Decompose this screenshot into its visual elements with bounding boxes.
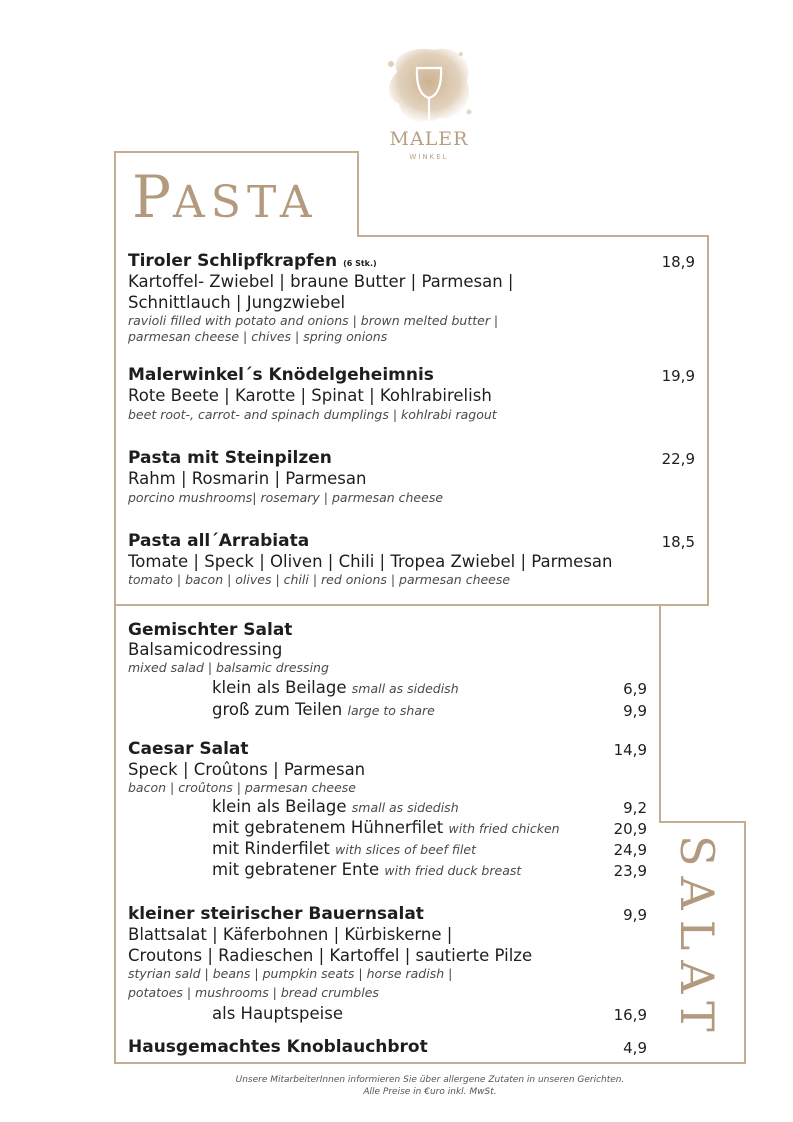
dish-option [212, 860, 521, 879]
dish-name: Pasta mit Steinpilzen [128, 448, 332, 468]
option-price: 6,9 [623, 680, 647, 698]
dish-price: 4,9 [623, 1039, 647, 1057]
dish-option [212, 700, 435, 719]
option-label: mit gebratener Ente [212, 860, 380, 879]
option-price: 20,9 [613, 820, 647, 838]
dish-english: parmesan cheese | chives | spring onions [128, 329, 388, 344]
option-price: 16,9 [613, 1006, 647, 1024]
dish-english: ravioli filled with potato and onions | brown melted butter | [128, 313, 499, 328]
dish-name [128, 251, 377, 271]
dish-description: Balsamicodressing [128, 640, 283, 659]
option-label: mit gebratenem Hühnerfilet [212, 818, 444, 837]
pasta-heading-rest: ASTA [173, 177, 318, 228]
option-price: 9,9 [623, 702, 647, 720]
option-english: small as sidedish [351, 681, 459, 696]
dish-price: 14,9 [613, 741, 647, 759]
pasta-heading [132, 163, 318, 237]
option-label: klein als Beilage [212, 797, 347, 816]
logo-subtitle: WINKEL [409, 153, 449, 161]
dish-name: kleiner steirischer Bauernsalat [128, 904, 424, 924]
dish-option [212, 839, 476, 858]
pasta-heading-initial: P [132, 163, 174, 231]
dish-name-text: Tiroler Schlipfkrapfen [128, 251, 338, 271]
dish-english: mixed salad | balsamic dressing [128, 660, 329, 675]
dish-english: tomato | bacon | olives | chili | red onions | parmesan cheese [128, 572, 511, 587]
wine-glass-splash-icon [379, 42, 479, 132]
dish-name: Pasta all´Arrabiata [128, 531, 310, 551]
option-label: groß zum Teilen [212, 700, 343, 719]
dish-name: Malerwinkel´s Knödelgeheimnis [128, 365, 434, 385]
option-price: 23,9 [613, 862, 647, 880]
option-english: with fried chicken [448, 821, 560, 836]
dish-name: Gemischter Salat [128, 620, 293, 640]
option-label: mit Rinderfilet [212, 839, 330, 858]
dish-option [212, 818, 560, 837]
dish-english: beet root-, carrot- and spinach dumplings | kohlrabi ragout [128, 407, 497, 422]
allergen-note: Unsere MitarbeiterInnen informieren Sie über allergene Zutaten in unseren Gerichten. [235, 1075, 625, 1085]
dish-name: Hausgemachtes Knoblauchbrot [128, 1037, 428, 1057]
logo-name: MALER [389, 128, 469, 150]
dish-description: Kartoffel- Zwiebel | braune Butter | Parmesan | [128, 272, 514, 291]
dish-option [212, 678, 459, 697]
option-price: 9,2 [623, 799, 647, 817]
dish-description: Schnittlauch | Jungzwiebel [128, 293, 346, 312]
option-english: large to share [347, 703, 435, 718]
dish-english: bacon | croûtons | parmesan cheese [128, 780, 356, 795]
dish-name: Caesar Salat [128, 739, 249, 759]
price-note: Alle Preise in €uro inkl. MwSt. [363, 1087, 497, 1097]
dish-description: Blattsalat | Käferbohnen | Kürbiskerne | [128, 925, 453, 944]
option-price: 24,9 [613, 841, 647, 859]
dish-description: Speck | Croûtons | Parmesan [128, 760, 366, 779]
dish-option [212, 797, 459, 816]
dish-english: styrian sald | beans | pumpkin seats | horse radish | [128, 966, 453, 981]
option-english: with fried duck breast [384, 863, 522, 878]
dish-option-label: als Hauptspeise [212, 1004, 344, 1023]
dish-description: Croutons | Radieschen | Kartoffel | sautierte Pilze [128, 946, 533, 965]
dish-description: Tomate | Speck | Oliven | Chili | Tropea Zwiebel | Parmesan [128, 552, 613, 571]
dish-price: 22,9 [661, 450, 695, 468]
dish-note: (6 Stk.) [343, 259, 377, 268]
dish-price: 18,5 [661, 533, 695, 551]
dish-description: Rahm | Rosmarin | Parmesan [128, 469, 367, 488]
dish-english: potatoes | mushrooms | bread crumbles [128, 985, 379, 1000]
dish-price: 19,9 [661, 367, 695, 385]
option-english: with slices of beef filet [335, 842, 476, 857]
dish-description: Rote Beete | Karotte | Spinat | Kohlrabirelish [128, 386, 492, 405]
dish-price: 9,9 [623, 906, 647, 924]
dish-english: porcino mushrooms| rosemary | parmesan cheese [128, 490, 444, 505]
option-english: small as sidedish [351, 800, 459, 815]
option-label: klein als Beilage [212, 678, 347, 697]
dish-price: 18,9 [661, 253, 695, 271]
salat-heading: SALAT [670, 835, 724, 1042]
footer-note [150, 1074, 710, 1098]
